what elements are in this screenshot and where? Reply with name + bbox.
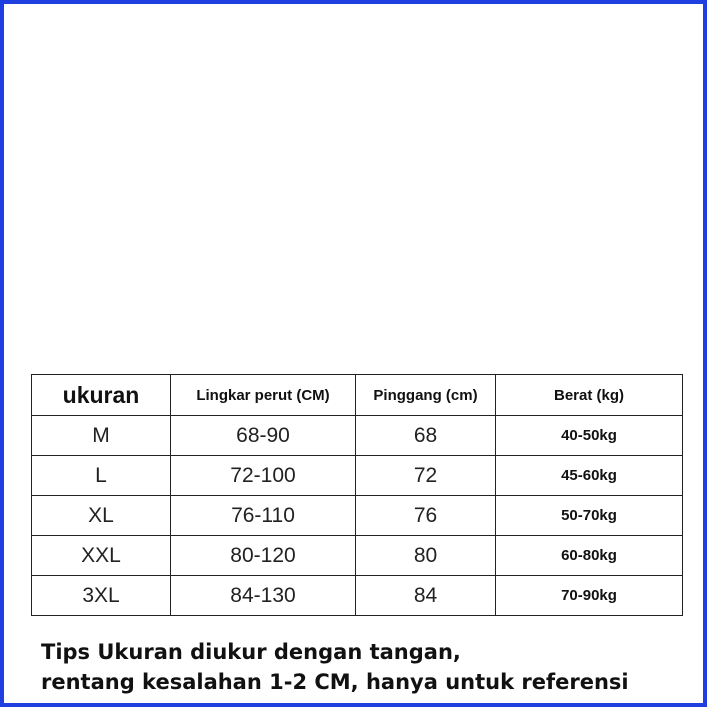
cell-waist-circumference: 80-120 [171, 536, 356, 576]
header-hip: Pinggang (cm) [356, 375, 496, 416]
table-row [32, 416, 683, 456]
tips-line-1: Tips Ukuran diukur dengan tangan, [41, 640, 461, 664]
cell-waist-circumference: 76-110 [171, 496, 356, 536]
cell-hip: 76 [356, 496, 496, 536]
cell-hip: 72 [356, 456, 496, 496]
cell-waist-circumference: 84-130 [171, 576, 356, 616]
cell-size: L [32, 456, 171, 496]
table-row [32, 456, 683, 496]
table-row [32, 496, 683, 536]
cell-hip: 80 [356, 536, 496, 576]
header-waist-circumference: Lingkar perut (CM) [171, 375, 356, 416]
cell-weight: 60-80kg [496, 536, 683, 576]
tips-line-2: rentang kesalahan 1-2 CM, hanya untuk referensi [41, 670, 629, 694]
cell-weight: 40-50kg [496, 416, 683, 456]
cell-waist-circumference: 72-100 [171, 456, 356, 496]
cell-hip: 68 [356, 416, 496, 456]
measurement-tips [41, 637, 629, 697]
cell-hip: 84 [356, 576, 496, 616]
cell-size: XXL [32, 536, 171, 576]
table-row [32, 576, 683, 616]
cell-size: XL [32, 496, 171, 536]
header-weight: Berat (kg) [496, 375, 683, 416]
cell-size: 3XL [32, 576, 171, 616]
cell-weight: 70-90kg [496, 576, 683, 616]
table-row [32, 536, 683, 576]
header-size: ukuran [32, 375, 171, 416]
cell-weight: 50-70kg [496, 496, 683, 536]
table-header-row [32, 375, 683, 416]
cell-size: M [32, 416, 171, 456]
size-chart-table [31, 374, 683, 616]
cell-waist-circumference: 68-90 [171, 416, 356, 456]
cell-weight: 45-60kg [496, 456, 683, 496]
